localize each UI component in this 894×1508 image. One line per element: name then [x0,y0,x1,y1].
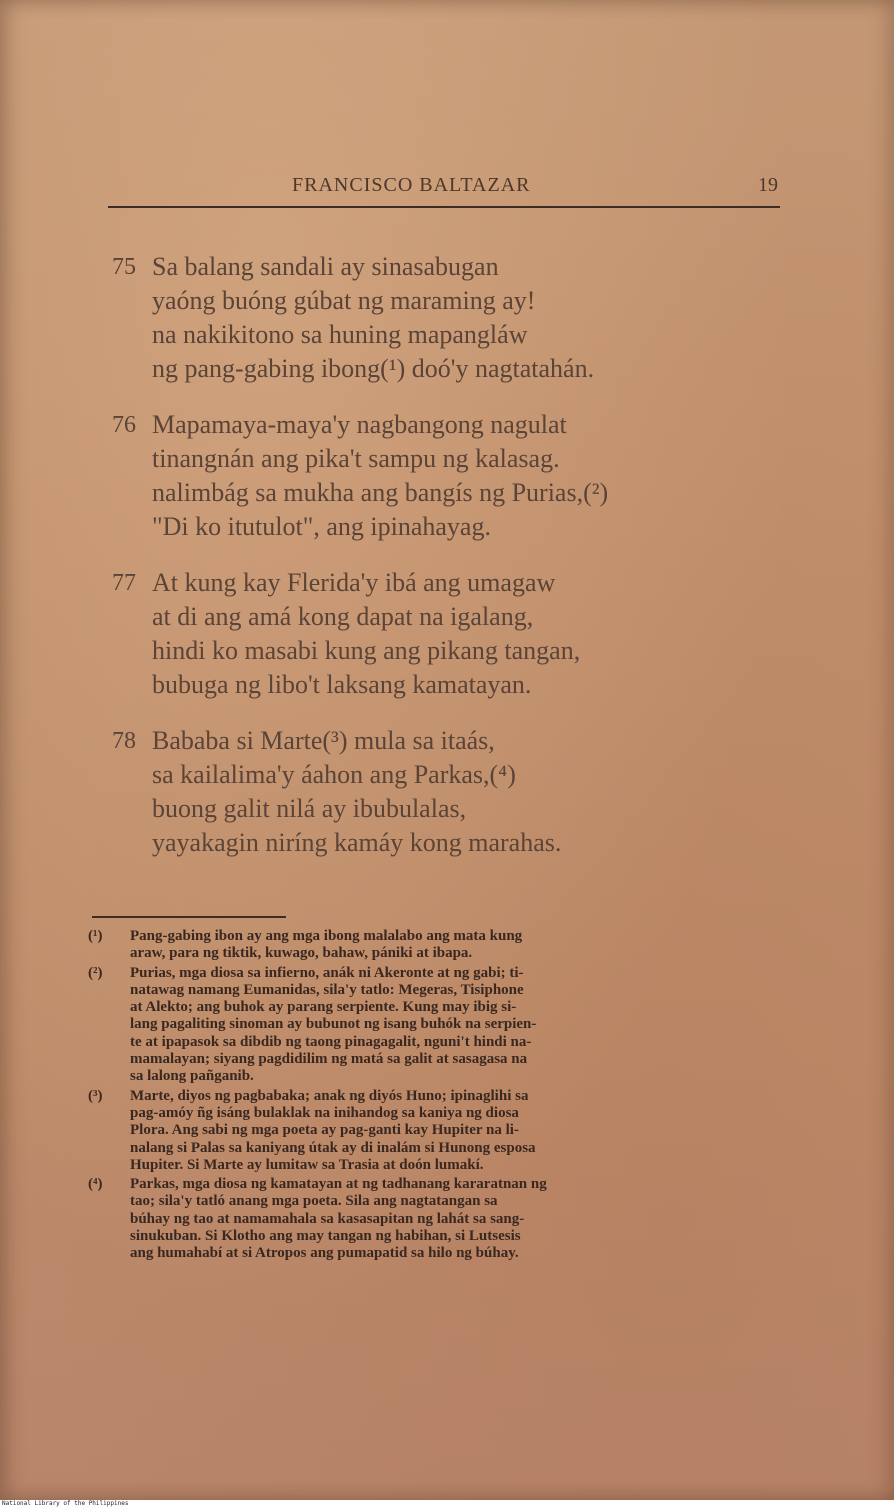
footnote-line: Plora. Ang sabi ng mga poeta ay pag-ganti kay Hupiter na li- [130,1122,519,1139]
footnote-line: at Alekto; ang buhok ay parang serpiente. Kung may ibig si- [130,999,517,1016]
footnote-line: araw, para ng tiktik, kuwago, bahaw, pániki at ibapa. [130,945,473,962]
footnote-marker: (⁴) [88,1176,103,1193]
running-head [108,172,780,208]
verse-line: tinangnán ang pika't sampu ng kalasag. [152,444,560,473]
footnote-line: mamalayan; siyang pagdidilim ng matá sa galit at sasagasa na [130,1051,528,1068]
stanza-lines [152,408,772,544]
page-number: 19 [758,174,778,196]
stanza-number: 77 [112,570,136,596]
footnote-line: sa lalong pañganib. [130,1068,254,1085]
running-title: FRANCISCO BALTAZAR [292,174,531,196]
footnote-line: natawag namang Eumanidas, sila'y tatlo: Megeras, Tisiphone [130,981,524,998]
stanza-78 [112,724,772,864]
stanza-number: 76 [112,412,136,438]
verse-line: "Di ko itutulot", ang ipinahayag. [152,512,491,541]
footnote-divider [92,916,286,918]
verse-line: yaóng buóng gúbat ng maraming ay! [152,286,536,315]
verse-line: At kung kay Flerida'y ibá ang umagaw [152,568,556,597]
footnote-line: búhay ng tao at namamahala sa kasasapitan ng lahát sa sang- [130,1210,525,1227]
verse-line: at di ang amá kong dapat na igalang, [152,602,534,631]
stanza-number: 75 [112,254,136,280]
stanza-75 [112,250,772,390]
footnote-1 [88,928,788,963]
stanza-lines [152,566,772,702]
footnote-line: lang pagaliting sinoman ay bubunot ng isang buhók na serpien- [130,1016,537,1033]
scan-credit: National Library of the Philippines [2,1500,129,1507]
footnote-line: Hupiter. Si Marte ay lumitaw sa Trasia at doón lumakí. [130,1156,484,1173]
footnote-line: pag-amóy ñg isáng bulaklak na inihandog sa kaniya ng diosa [130,1104,519,1121]
stanza-lines [152,724,772,860]
verse-line: Bababa si Marte(³) mula sa itaás, [152,726,495,755]
verse-line: bubuga ng libo't laksang kamatayan. [152,670,532,699]
verse-block [112,250,772,882]
footnote-line: sinukuban. Si Klotho ang may tangan ng habihan, si Lutsesis [130,1228,521,1245]
verse-line: buong galit nilá ay ibubulalas, [152,794,467,823]
footnote-line: Marte, diyos ng pagbabaka; anak ng diyós Huno; ipinaglihi sa [130,1087,529,1104]
footnote-line: tao; sila'y tatló anang mga poeta. Sila ang nagtatangan sa [130,1193,498,1210]
stanza-77 [112,566,772,706]
verse-line: sa kailalima'y áahon ang Parkas,(⁴) [152,760,516,789]
footnote-3 [88,1088,788,1174]
verse-line: ng pang-gabing ibong(¹) doó'y nagtatahán. [152,354,595,383]
footnote-marker: (³) [88,1087,103,1104]
footnote-marker: (¹) [88,928,103,944]
footnote-line: Pang-gabing ibon ay ang mga ibong malalabo ang mata kung [130,928,523,944]
scan-credit-strip [0,1500,894,1508]
footnote-line: Purias, mga diosa sa infierno, anák ni Akeronte at ng gabi; ti- [130,964,524,981]
footnote-line: nalang si Palas sa kaniyang útak ay di inalám si Hunong esposa [130,1139,536,1156]
stanza-number: 78 [112,728,136,754]
footnote-line: ang humahabí at si Atropos ang pumapatid sa hilo ng búhay. [130,1245,519,1262]
footnote-line: Parkas, mga diosa ng kamatayan at ng tadhanang kararatnan ng [130,1176,547,1193]
verse-line: hindi ko masabi kung ang pikang tangan, [152,636,581,665]
footnote-2 [88,965,788,1086]
verse-line: Mapamaya-maya'y nagbangong nagulat [152,410,567,439]
footnote-4 [88,1176,788,1262]
footnote-marker: (²) [88,964,103,981]
stanza-lines [152,250,772,386]
verse-line: yayakagin niríng kamáy kong marahas. [152,828,562,857]
footnotes [88,928,788,1265]
verse-line: nalimbág sa mukha ang bangís ng Purias,(²) [152,478,609,507]
verse-line: Sa balang sandali ay sinasabugan [152,252,499,281]
footnote-line: te at ipapasok sa dibdib ng taong pinagagalit, nguni't hindi na- [130,1033,532,1050]
verse-line: na nakikitono sa huning mapangláw [152,320,528,349]
stanza-76 [112,408,772,548]
